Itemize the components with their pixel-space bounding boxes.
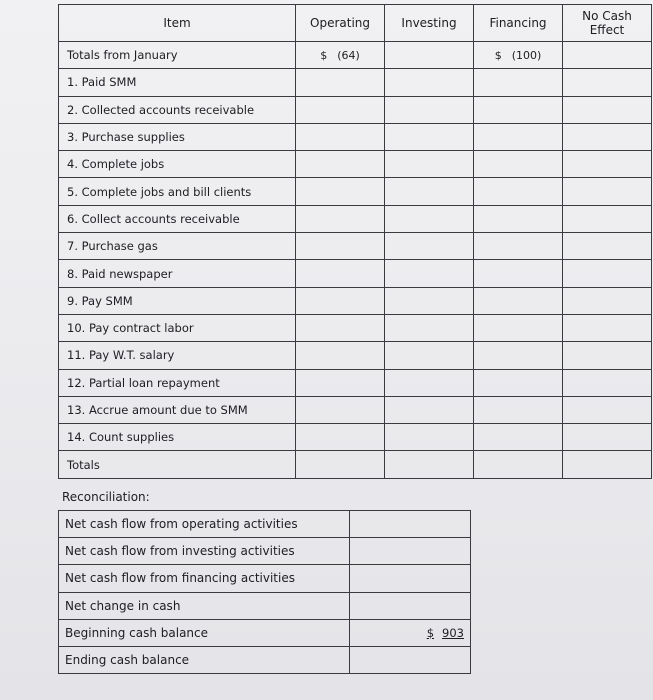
table-row [59,369,652,396]
totals-label: Totals [59,451,296,478]
item-label: 10. Pay contract labor [59,314,296,341]
beginning-cash-value: 903 [442,625,464,640]
operating-cell[interactable] [296,151,385,178]
reconciliation-row [59,538,471,565]
table-row [59,151,652,178]
table-row [59,342,652,369]
operating-cell[interactable] [296,342,385,369]
totals-row [59,451,652,478]
investing-cell[interactable] [385,287,474,314]
reconciliation-value-cell[interactable] [350,565,471,592]
table-row [59,396,652,423]
reconciliation-value-cell[interactable] [350,511,471,538]
january-financing-value: (100) [511,48,542,62]
no-cash-cell[interactable] [563,287,652,314]
financing-cell[interactable] [474,424,563,451]
item-label: 2. Collected accounts receivable [59,96,296,123]
operating-cell[interactable] [296,287,385,314]
reconciliation-label: Net cash flow from operating activities [59,511,350,538]
january-investing-cell[interactable] [385,42,474,69]
financing-cell[interactable] [474,96,563,123]
january-financing-symbol: $ [494,48,502,62]
reconciliation-label: Net cash flow from investing activities [59,538,350,565]
financing-cell[interactable] [474,233,563,260]
header-financing: Financing [474,5,563,42]
header-item: Item [59,5,296,42]
no-cash-cell[interactable] [563,178,652,205]
no-cash-cell[interactable] [563,151,652,178]
table-row [59,424,652,451]
table-row [59,123,652,150]
no-cash-cell[interactable] [563,205,652,232]
investing-cell[interactable] [385,314,474,341]
investing-cell[interactable] [385,342,474,369]
header-no-cash-effect [563,5,652,42]
table-row [59,233,652,260]
no-cash-cell[interactable] [563,233,652,260]
table-row [59,69,652,96]
financing-cell[interactable] [474,69,563,96]
header-no-cash-line1: No Cash [582,9,632,23]
totals-financing-cell[interactable] [474,451,563,478]
investing-cell[interactable] [385,369,474,396]
reconciliation-value-cell[interactable] [350,592,471,619]
financing-cell[interactable] [474,369,563,396]
financing-cell[interactable] [474,205,563,232]
header-investing: Investing [385,5,474,42]
investing-cell[interactable] [385,69,474,96]
financing-cell[interactable] [474,260,563,287]
reconciliation-row [59,511,471,538]
table-row [59,205,652,232]
totals-no-cash-cell[interactable] [563,451,652,478]
investing-cell[interactable] [385,424,474,451]
reconciliation-value-cell[interactable] [350,538,471,565]
operating-cell[interactable] [296,178,385,205]
item-label: 13. Accrue amount due to SMM [59,396,296,423]
financing-cell[interactable] [474,314,563,341]
reconciliation-row [59,565,471,592]
item-label: 7. Purchase gas [59,233,296,260]
beginning-cash-symbol: $ [426,625,435,640]
table-row [59,260,652,287]
operating-cell[interactable] [296,123,385,150]
item-label: 5. Complete jobs and bill clients [59,178,296,205]
operating-cell[interactable] [296,96,385,123]
item-label: 12. Partial loan repayment [59,369,296,396]
header-no-cash-line2: Effect [589,23,625,37]
totals-investing-cell[interactable] [385,451,474,478]
operating-cell[interactable] [296,396,385,423]
table-row [59,314,652,341]
january-operating-symbol: $ [320,48,328,62]
january-operating-value: (64) [337,48,360,62]
financing-cell[interactable] [474,342,563,369]
no-cash-cell[interactable] [563,96,652,123]
financing-cell[interactable] [474,123,563,150]
header-row [59,5,652,42]
financing-cell[interactable] [474,178,563,205]
item-label: 3. Purchase supplies [59,123,296,150]
operating-cell[interactable] [296,424,385,451]
table-row [59,96,652,123]
no-cash-cell[interactable] [563,314,652,341]
table-row [59,178,652,205]
item-label: 1. Paid SMM [59,69,296,96]
no-cash-cell[interactable] [563,396,652,423]
item-label: 4. Complete jobs [59,151,296,178]
investing-cell[interactable] [385,151,474,178]
no-cash-cell[interactable] [563,260,652,287]
no-cash-cell[interactable] [563,342,652,369]
totals-from-january-row [59,42,652,69]
item-label: 6. Collect accounts receivable [59,205,296,232]
table-row [59,287,652,314]
investing-cell[interactable] [385,233,474,260]
operating-cell[interactable] [296,233,385,260]
reconciliation-value-cell[interactable] [350,646,471,673]
operating-cell[interactable] [296,314,385,341]
header-operating: Operating [296,5,385,42]
operating-cell[interactable] [296,69,385,96]
reconciliation-label: Beginning cash balance [59,619,350,646]
reconciliation-label: Net cash flow from financing activities [59,565,350,592]
reconciliation-value-cell[interactable] [350,619,471,646]
reconciliation-label: Net change in cash [59,592,350,619]
reconciliation-label: Ending cash balance [59,646,350,673]
investing-cell[interactable] [385,396,474,423]
reconciliation-title: Reconciliation: [62,490,150,504]
no-cash-cell[interactable] [563,369,652,396]
reconciliation-row [59,592,471,619]
no-cash-cell[interactable] [563,69,652,96]
financing-cell[interactable] [474,287,563,314]
reconciliation-table [58,510,471,674]
item-label: 8. Paid newspaper [59,260,296,287]
operating-cell[interactable] [296,205,385,232]
reconciliation-row [59,646,471,673]
item-label: 14. Count supplies [59,424,296,451]
no-cash-cell[interactable] [563,424,652,451]
totals-from-january-label: Totals from January [59,42,296,69]
no-cash-cell[interactable] [563,123,652,150]
totals-operating-cell[interactable] [296,451,385,478]
investing-cell[interactable] [385,205,474,232]
cash-flow-table [58,4,652,479]
investing-cell[interactable] [385,178,474,205]
investing-cell[interactable] [385,123,474,150]
january-no-cash-cell[interactable] [563,42,652,69]
january-operating-cell[interactable] [296,42,385,69]
financing-cell[interactable] [474,396,563,423]
investing-cell[interactable] [385,96,474,123]
operating-cell[interactable] [296,260,385,287]
financing-cell[interactable] [474,151,563,178]
item-label: 9. Pay SMM [59,287,296,314]
january-financing-cell[interactable] [474,42,563,69]
item-label: 11. Pay W.T. salary [59,342,296,369]
operating-cell[interactable] [296,369,385,396]
investing-cell[interactable] [385,260,474,287]
reconciliation-row [59,619,471,646]
